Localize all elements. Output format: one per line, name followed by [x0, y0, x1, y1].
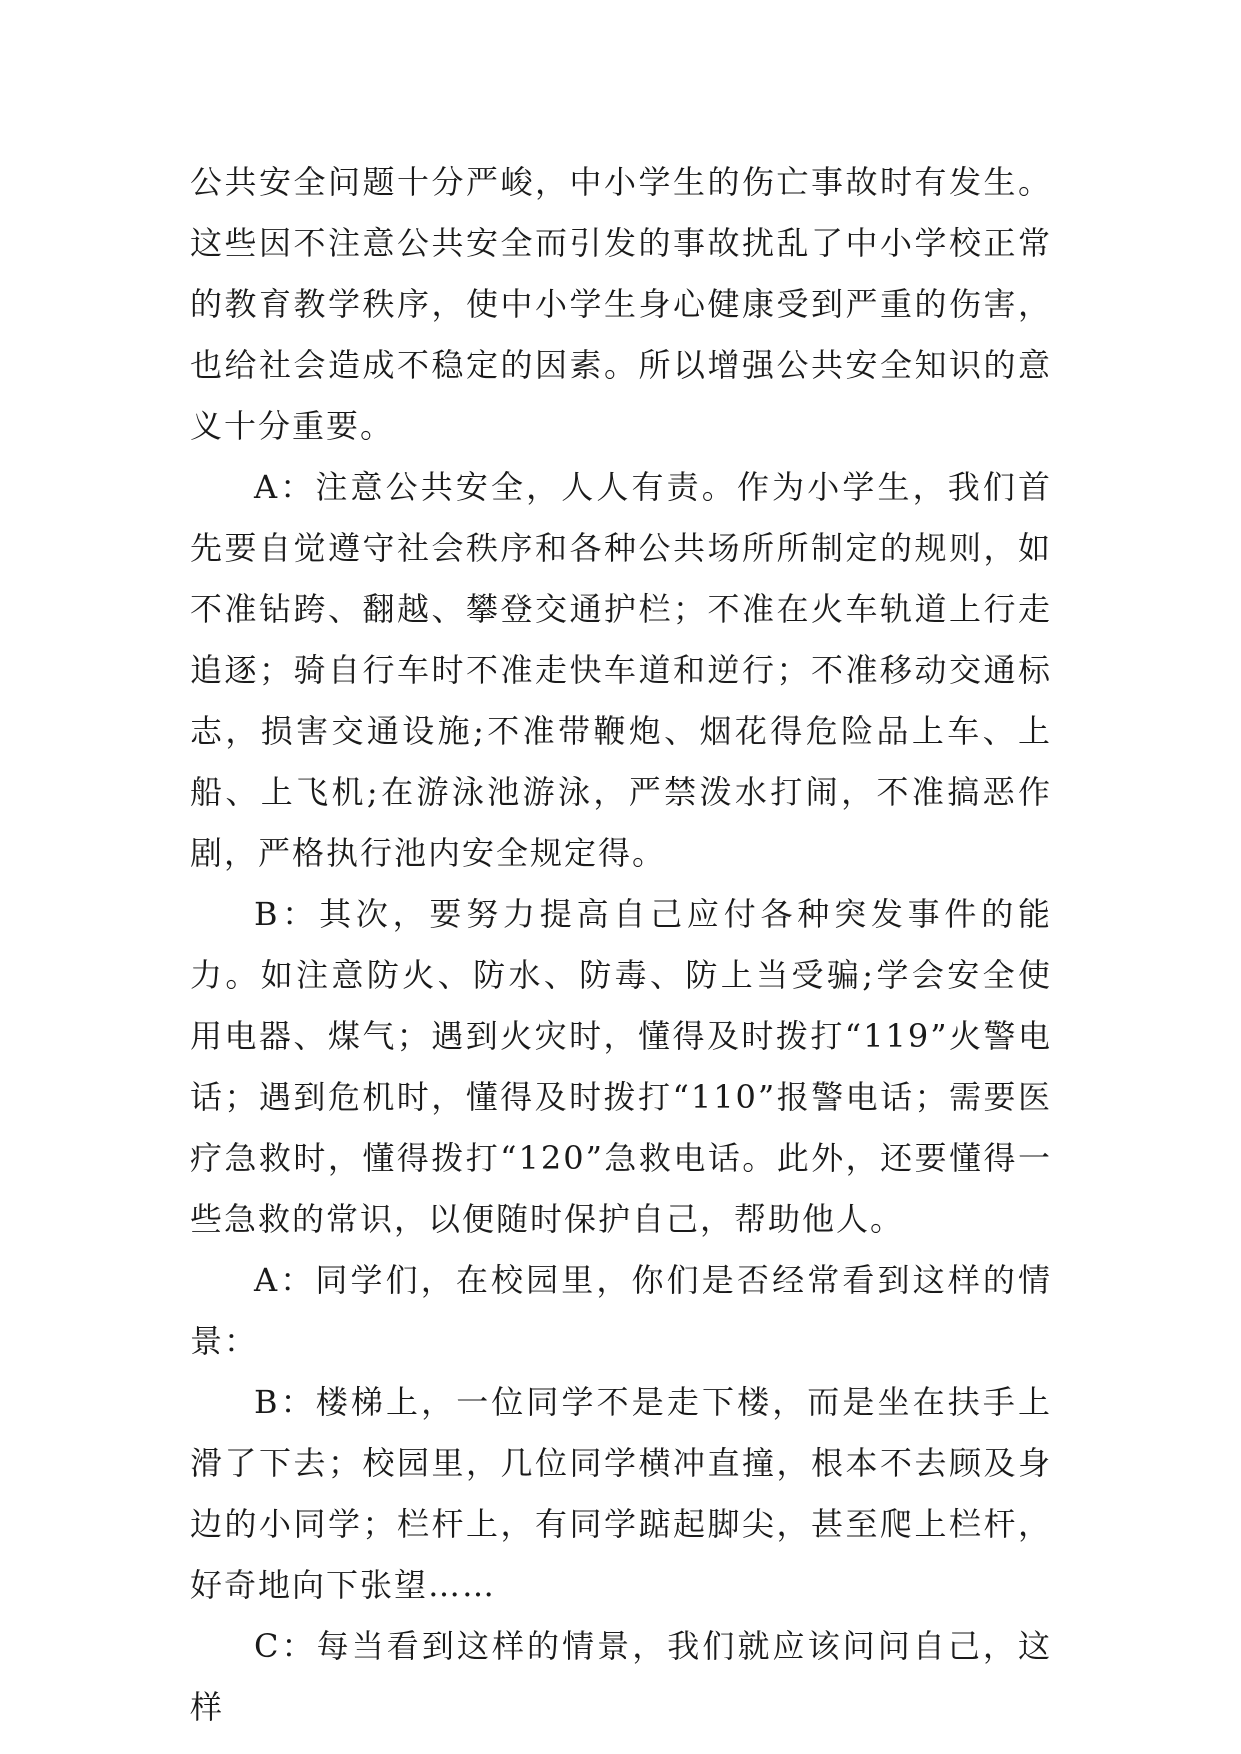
paragraph-c-reflection: C：每当看到这样的情景，我们就应该问问自己，这样 [190, 1627, 1052, 1726]
paragraph-a-campus-question: A：同学们，在校园里，你们是否经常看到这样的情景： [190, 1261, 1052, 1360]
document-body [190, 152, 1052, 1738]
paragraph-b-campus-scenes: B：楼梯上，一位同学不是走下楼，而是坐在扶手上滑了下去；校园里，几位同学横冲直撞，根本不去顾及身边的小同学；栏杆上，有同学踮起脚尖，甚至爬上栏杆，好奇地向下张望…… [190, 1383, 1052, 1604]
paragraph-intro: 公共安全问题十分严峻，中小学生的伤亡事故时有发生。这些因不注意公共安全而引发的事故扰乱了中小学校正常的教育教学秩序，使中小学生身心健康受到严重的伤害，也给社会造成不稳定的因素。所以增强公共安全知识的意义十分重要。 [190, 163, 1052, 445]
paragraph-a-public-safety: A：注意公共安全，人人有责。作为小学生，我们首先要自觉遵守社会秩序和各种公共场所所制定的规则，如不准钻跨、翻越、攀登交通护栏；不准在火车轨道上行走追逐；骑自行车时不准走快车道和逆行；不准移动交通标志，损害交通设施;不准带鞭炮、烟花得危险品上车、上船、上飞机;在游泳池游泳，严禁泼水打闹，不准搞恶作剧，严格执行池内安全规定得。 [190, 468, 1052, 872]
paragraph-b-emergency-skills: B：其次，要努力提高自己应付各种突发事件的能力。如注意防火、防水、防毒、防上当受骗;学会安全使用电器、煤气；遇到火灾时，懂得及时拨打“119”火警电话；遇到危机时，懂得及时拨打“110”报警电话；需要医疗急救时，懂得拨打“120”急救电话。此外，还要懂得一些急救的常识，以便随时保护自己，帮助他人。 [190, 895, 1052, 1238]
